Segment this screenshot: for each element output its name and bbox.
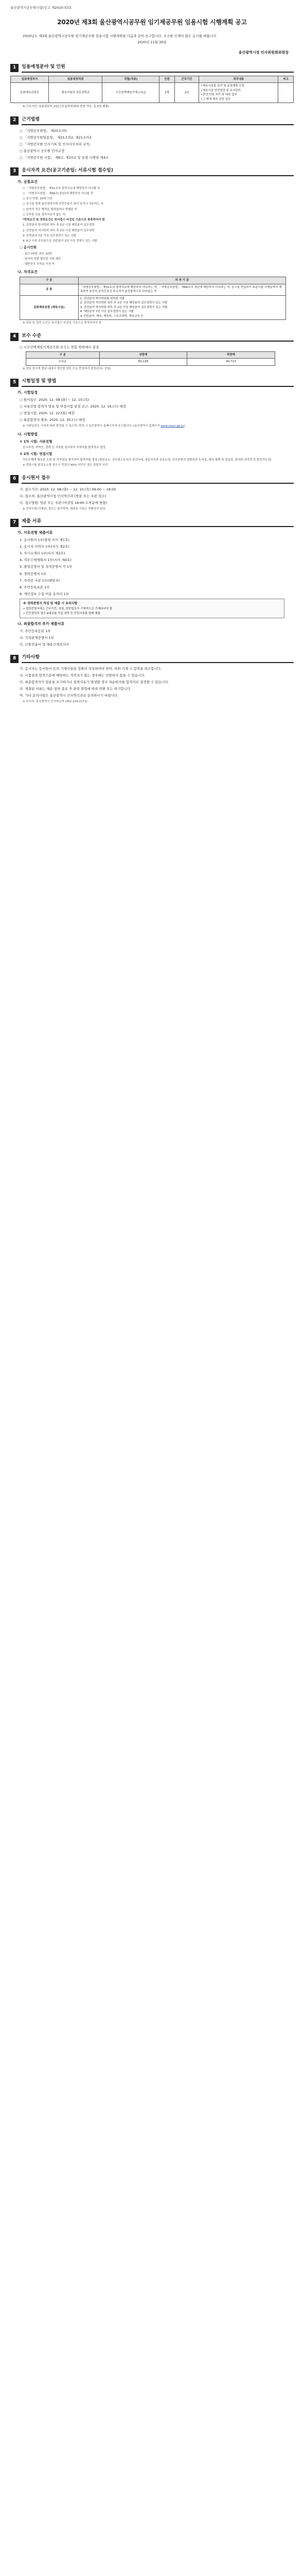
list-item: ○ 시간선택제임기제공무원 보수는 연봉 범위에서 결정 xyxy=(20,345,99,349)
list-item: ○ 「지방공무원법」 제66조(정년)에 해당하지 아니할 것 xyxy=(23,192,93,195)
sub-heading: 나. 시험방법 xyxy=(17,432,38,436)
list-item: ○ 남자의 경우 병역을 필하였거나 면제된 자 xyxy=(23,208,77,211)
table-cell: 시간선택제임기제 (나)급 xyxy=(102,83,159,103)
notice-box-title: ※ 경력증명서 작성 및 제출 시 유의사항 xyxy=(23,601,78,605)
list-item: 나. 가족관계증명서 1부 xyxy=(20,636,54,640)
section-note: ※ 면접시험 평정요소별 점수가 만점의 40% 미만인 경우 불합격 처리 xyxy=(23,464,108,467)
table-header: 근무기간 xyxy=(174,76,199,83)
table-row xyxy=(11,83,294,103)
section-6-header xyxy=(10,475,294,484)
section-title: 기타사항 xyxy=(22,654,294,663)
site-label: 울산광역시 홈페이지 xyxy=(134,425,160,428)
table-cell: 공 통 xyxy=(20,284,79,295)
table-row xyxy=(20,295,286,320)
website-link[interactable]: www.ulsan.go.kr xyxy=(160,425,184,428)
list-item: 다. 접수방법: 방문 또는 우편 (마감일 18:00 도착분에 한함) xyxy=(20,500,108,505)
list-item: ○ 공무원 임용 결격사유가 없는 자 xyxy=(23,213,65,216)
section-8-header xyxy=(10,654,294,663)
step-heading: ① 1차 시험: 서류전형 xyxy=(20,439,52,444)
section-2-header xyxy=(10,116,294,125)
section-title: 근거법령 xyxy=(22,116,294,125)
section-number: 8 xyxy=(10,655,19,663)
list-item: 마. 기타 문의사항은 울산광역시 인사혁신과로 문의하시기 바랍니다. xyxy=(20,693,119,698)
list-item: 4. 직무수행계획서 1부(서식 제4호) xyxy=(20,558,72,563)
table-header: 비고 xyxy=(278,76,294,83)
recruitment-table xyxy=(10,76,294,104)
section-number: 4 xyxy=(10,333,19,341)
list-item: 4. 6급 이하 공무원으로 관련분야 2년 이상 경력이 있는 사람 xyxy=(23,240,97,243)
notice-box xyxy=(20,599,284,618)
list-item: 8. 주민등록초본 1부 xyxy=(20,585,50,589)
top-note: 울산광역시공무원시험(공고 제2020-53호 xyxy=(10,6,72,10)
list-item: 2. 관련분야 석사학위 취득 후 1년 이상 해당분야 실무경력 xyxy=(23,229,95,232)
table-cell: 문화체육관광국 xyxy=(11,83,49,103)
list-item: 가. 접수기간: 2020. 12. 08.(화) ~ 12. 10.(목) 09:00 ~ 18:00 xyxy=(20,487,116,492)
section-title: 시험일정 및 방법 xyxy=(22,378,294,387)
salary-table xyxy=(26,351,275,366)
table-header: 인원 xyxy=(159,76,175,83)
step-text: 직무수행에 필요한 능력 및 적격성을 평가하여 합격자를 결정 (평정요소: 공무원으로서의 정신자세, 전문지식과 응용능력, 의사표현의 정확성과 논리성, 예의·품행 및 성실성, 창의력·의지력 및 발전가능성) xyxy=(23,459,272,462)
list-item: ○ 「지방공무원법」 제31조의 결격사유에 해당하지 아니할 것 xyxy=(23,187,100,190)
list-item: - 대한민국 국적을 가진 자 xyxy=(23,263,55,266)
table-cell: 40,713 xyxy=(187,359,275,366)
list-item: 가. 주민등록등본 1부 xyxy=(20,629,51,633)
table-row xyxy=(20,284,286,295)
section-number: 6 xyxy=(10,475,19,483)
qualification-table xyxy=(20,277,286,320)
contact-note: ※ 문의처: 울산광역시 인사혁신과 (052-229-2172) xyxy=(23,700,87,704)
table-header: 구 분 xyxy=(26,351,100,359)
list-item: ○ 응시 연령: 20세 이상 xyxy=(23,197,52,201)
table-cell: (나)급 xyxy=(26,359,100,366)
section-title: 임용예정분야 및 인원 xyxy=(22,64,294,73)
list-item: 3. 자기소개서 1부(서식 제3호) xyxy=(20,551,65,556)
table-cell: 2년 xyxy=(174,83,199,103)
list-item: - 최고 15명, 최소 10명 xyxy=(23,252,52,256)
section-note: ※ 연봉 한도액 범위 내에서 개인별 경력 등을 반영하여 결정(단위: 천원) xyxy=(23,367,111,370)
table-cell: 체육지원과 전문경력관 xyxy=(49,83,102,103)
list-item: 9. 개인정보 수집·이용 동의서 1부 xyxy=(20,591,69,596)
section-title: 보수 수준 xyxy=(22,333,294,342)
intro-text: 2020년도 제3회 울산광역시공무원 임기제공무원 임용시험 시행계획을 다음과 같이 공고합니다. 우수한 인재의 많은 응시를 바랍니다. xyxy=(23,33,218,38)
section-title: 응시자격 요건(공고기준일: 서류시험 접수일) xyxy=(22,167,294,176)
sub-heading: 가. 서류전형 제출서류 xyxy=(17,531,53,535)
table-row xyxy=(26,359,275,366)
section-3-header xyxy=(10,167,294,176)
list-item: 다. 신원진술서 및 채용신체검사서 xyxy=(20,642,69,647)
table-cell: •체육시설물 관리 및 운영계획 수립 •체육시설 안전점검 및 유지관리 •관련 민원 처리 및 대외 업무 •그 밖에 체육 관련 업무 xyxy=(199,83,278,103)
list-item: ○ 서류전형 합격자 발표 및 면접시험 일정 공고: 2020. 12. 16.(수) 예정 xyxy=(20,404,126,409)
sub-heading: 나. 자격요건 xyxy=(17,270,38,275)
table-header: 자 격 기 준 xyxy=(78,277,285,284)
section-1-header xyxy=(10,64,294,73)
list-item: ○ 울산광역시 공무원 인사규정 xyxy=(20,148,65,153)
step-text: 응시자격, 자격증, 경력 등 서류를 심사하여 적격자를 합격자로 결정 xyxy=(23,446,105,449)
table-header: 구 분 xyxy=(20,277,79,284)
section-number: 7 xyxy=(10,519,19,527)
section-note: ※ 전자우편(이메일) 접수는 불가하며, 제출된 서류는 반환하지 않음 xyxy=(23,507,106,511)
section-note: ※ 시험일정은 사정에 따라 변경될 수 있으며, 변경 시 울산광역시 홈페이지에 공고합니다. (울산광역시 홈페이지 www.ulsan.go.kr) xyxy=(23,425,185,428)
notice-line: • 경력증명서에는 근무기간, 직위, 담당업무가 구체적으로 기재되어야 함 xyxy=(23,607,113,611)
list-item: ○ 최종합격자 발표: 2020. 12. 30.(수) 예정 xyxy=(20,418,85,422)
section-number: 5 xyxy=(10,379,19,387)
list-item: ○ 원서접수: 2020. 12. 08.(화) ~ 12. 10.(목) xyxy=(20,398,90,402)
schedule-note: ※ 시험일정은 사정에 따라 변경될 수 있으며, 변경 시 울산광역시 홈페이지에 공고합니다. xyxy=(23,425,133,428)
section-number: 2 xyxy=(10,116,19,125)
list-item: ○ 「지방공무원임용령」 제21조의2, 제21조의3 xyxy=(20,135,92,140)
list-item: 6. 경력증명서 1부 xyxy=(20,571,47,576)
table-header: 하한액 xyxy=(187,351,275,359)
list-item: 1. 응시원서 1부(붙임 서식 제1호) xyxy=(20,538,69,543)
sub-note: *학력요건 및 경력요건은 원서접수 마감일 기준으로 충족하여야 함 xyxy=(23,218,105,222)
list-item: 가. 응시자는 응시원서 등의 기재사항을 정확히 작성하여야 하며, 허위 기재 시 합격을 취소합니다. xyxy=(20,667,162,671)
table-cell: 문화체육관광 (체육시설) xyxy=(20,295,79,320)
section-note: ※ 근무기간: 임용일부터 2년(근무실적에 따라 연장 가능, 총 5년 범위) xyxy=(23,105,110,109)
table-header: 상한액 xyxy=(99,351,187,359)
table-header: 임용예정직위 xyxy=(49,76,102,83)
sub-heading: 나. 최종합격자 추가 제출서류 xyxy=(17,622,65,626)
table-header: 임용예정부서 xyxy=(11,76,49,83)
list-item: 7. 자격증 사본 1부(해당자) xyxy=(20,578,60,583)
notice-line: • 민간경력의 경우 4대보험 가입 내역 등 증빙서류를 함께 제출 xyxy=(23,612,100,615)
step-heading: ② 2차 시험: 면접시험 xyxy=(20,451,52,456)
sub-heading: ○ 응시인원 xyxy=(20,245,37,250)
section-title: 응시원서 접수 xyxy=(22,475,294,484)
section-7-header xyxy=(10,518,294,527)
table-cell: 1명 xyxy=(159,83,175,103)
list-item: ○ 공고일 현재 울산광역시에 주민등록이 되어 있거나 거주하는 자 xyxy=(23,202,103,206)
list-item: 2. 응시자 이력서 1부(서식 제2호) xyxy=(20,545,69,549)
section-note: ※ 학위 및 경력 요건은 원서접수 마감일 기준으로 충족하여야 함 xyxy=(23,321,102,325)
table-header: 직렬(직류) xyxy=(102,76,159,83)
list-item: 5. 졸업증명서 및 성적증명서 각 1부 xyxy=(20,565,73,569)
section-number: 1 xyxy=(10,64,19,72)
list-item: - 남녀의 성별 평등한 기회 제공 xyxy=(23,257,61,261)
list-item: 라. 제출된 서류는 채용 절차 종료 후 관련 법령에 따라 반환 또는 파기합니다. xyxy=(20,687,132,691)
list-item: ○ 「지방공무원 인사기록 및 인사사무처리 규칙」 xyxy=(20,142,93,146)
sub-heading: 가. 시험일정 xyxy=(17,391,38,395)
table-cell xyxy=(278,83,294,103)
sub-heading: 가. 공통요건 xyxy=(17,179,38,184)
list-item: 나. 접수처: 울산광역시청 인사혁신과 (방문 또는 우편 접수) xyxy=(20,494,106,498)
table-cell: 1. 관련분야 박사학위를 취득한 사람 2. 관련분야 석사학위 취득 후 1년 이상 해당분야 실무경력이 있는 사람 3. 관련분야 학사학위 취득 후 2년 이상 해당분야 실무경력이 있는 사람 4. 해당분야 7년 이상 실무경력이 있는 사람 ※ 관련분야: 체육, 체육학, 스포츠과학, 체육교육 등 xyxy=(78,295,285,320)
table-cell: 「지방공무원법」 제31조의 결격사유에 해당하지 아니하는 자, 「지방공무원법」 제66조의 정년에 해당하지 아니하는 자, 공고일 전일부터 최종시험 시행일까지 계속하여 본인의 주민등록상 주소지가 울산광역시로 되어있는 자 xyxy=(78,284,285,295)
list-item: ○ 면접시험: 2020. 12. 22.(화) 예정 xyxy=(20,411,75,416)
section-5-header xyxy=(10,378,294,387)
section-number: 3 xyxy=(10,167,19,176)
announcement-date: 2020년 11월 30일 xyxy=(137,40,167,44)
list-item: 나. 시험결과 합격기준에 해당하는 적격자가 없는 경우에는 선발하지 않을 수 있습니다. xyxy=(20,673,146,678)
list-item: 다. 최종합격자가 임용을 포기하거나 결격사유가 발생할 경우 차순위자를 합격자로 결정할 수 있습니다. xyxy=(20,680,169,685)
section-title: 제출 서류 xyxy=(22,518,294,527)
list-item: ○ 「지방공무원법」 제25조의5 xyxy=(20,128,67,133)
page-title: 2020년 제3회 울산광역시공무원 임기제공무원 임용시험 시행계획 공고 xyxy=(57,19,247,26)
list-item: ○ 「지방공무원 시험」 제6조, 제10조 및 동법 시행령 제4조 xyxy=(20,155,109,160)
list-item: 3. 관련분야 7년 이상 실무경력이 있는 사람 xyxy=(23,234,77,238)
section-4-header xyxy=(10,333,294,342)
issuer: 울산광역시장 인사위원회위원장 xyxy=(238,50,289,55)
table-header: 직무내용 xyxy=(199,76,278,83)
list-item: 1. 관련분야 학사학위 취득 후 2년 이상 해당분야 실무경력 xyxy=(23,224,95,227)
table-cell: 60,138 xyxy=(99,359,187,366)
